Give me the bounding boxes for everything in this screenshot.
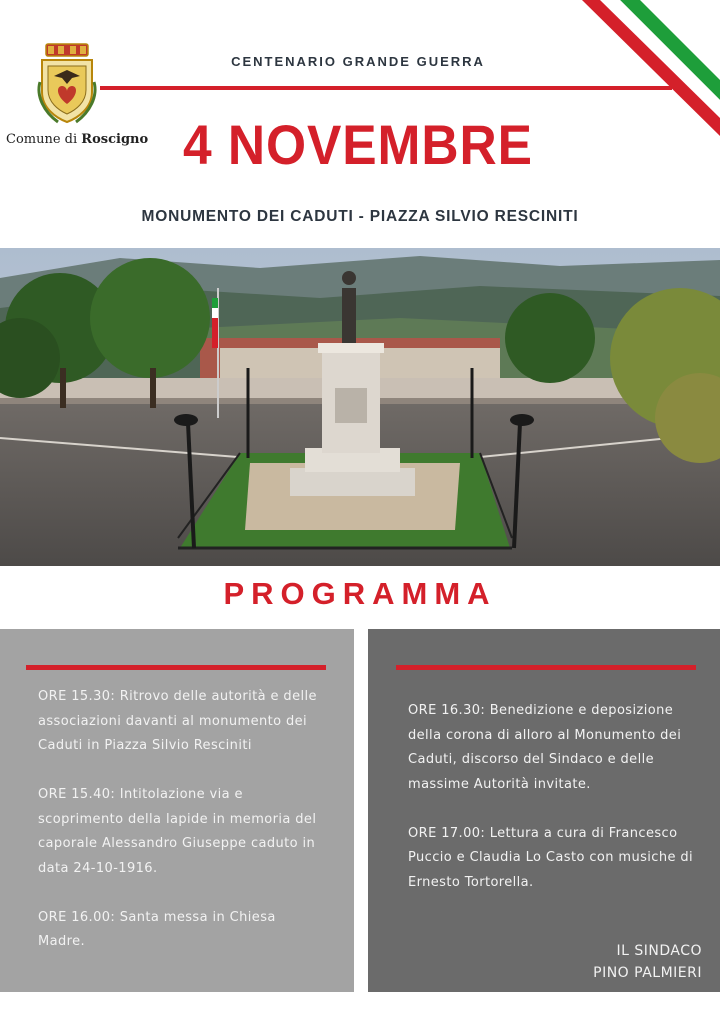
schedule-panel-right	[368, 629, 720, 992]
italian-flag-ribbon	[580, 0, 720, 140]
schedule-panel-left	[0, 629, 354, 992]
programma-heading: PROGRAMMA	[223, 576, 497, 611]
schedule-list-left	[38, 685, 318, 979]
panel-left-divider	[26, 665, 326, 670]
schedule-item: ORE 15.30: Ritrovo delle autorità e delle associazioni davanti al monumento dei Caduti in Piazza Silvio Resciniti	[38, 689, 317, 753]
event-title: 4 NOVEMBRE	[183, 113, 533, 176]
schedule-item: ORE 16.00: Santa messa in Chiesa Madre.	[38, 909, 276, 949]
municipality-name: Comune di Roscigno	[6, 132, 149, 147]
monument-photo	[0, 248, 720, 566]
schedule-item: ORE 17.00: Lettura a cura di Francesco Puccio e Claudia Lo Casto con musiche di Ernesto Tortorella.	[408, 825, 694, 890]
event-kicker: CENTENARIO GRANDE GUERRA	[231, 54, 485, 69]
schedule-list-right	[408, 699, 698, 920]
signature-role: IL SINDACO	[616, 943, 702, 959]
schedule-item: ORE 15.40: Intitolazione via e scoprimento della lapide in memoria del caporale Alessandro Giuseppe caduto in data 24-10-1916.	[38, 787, 317, 876]
signature-name: PINO PALMIERI	[593, 965, 702, 981]
event-location: MONUMENTO DEI CADUTI - PIAZZA SILVIO RESCINITI	[141, 208, 579, 225]
header-divider	[100, 86, 672, 90]
panel-right-divider	[396, 665, 696, 670]
schedule-item: ORE 16.30: Benedizione e deposizione della corona di alloro al Monumento dei Caduti, discorso del Sindaco e delle massime Autorità invitate.	[408, 703, 682, 792]
mayor-signature	[593, 940, 702, 984]
coat-of-arms-logo	[34, 42, 100, 126]
